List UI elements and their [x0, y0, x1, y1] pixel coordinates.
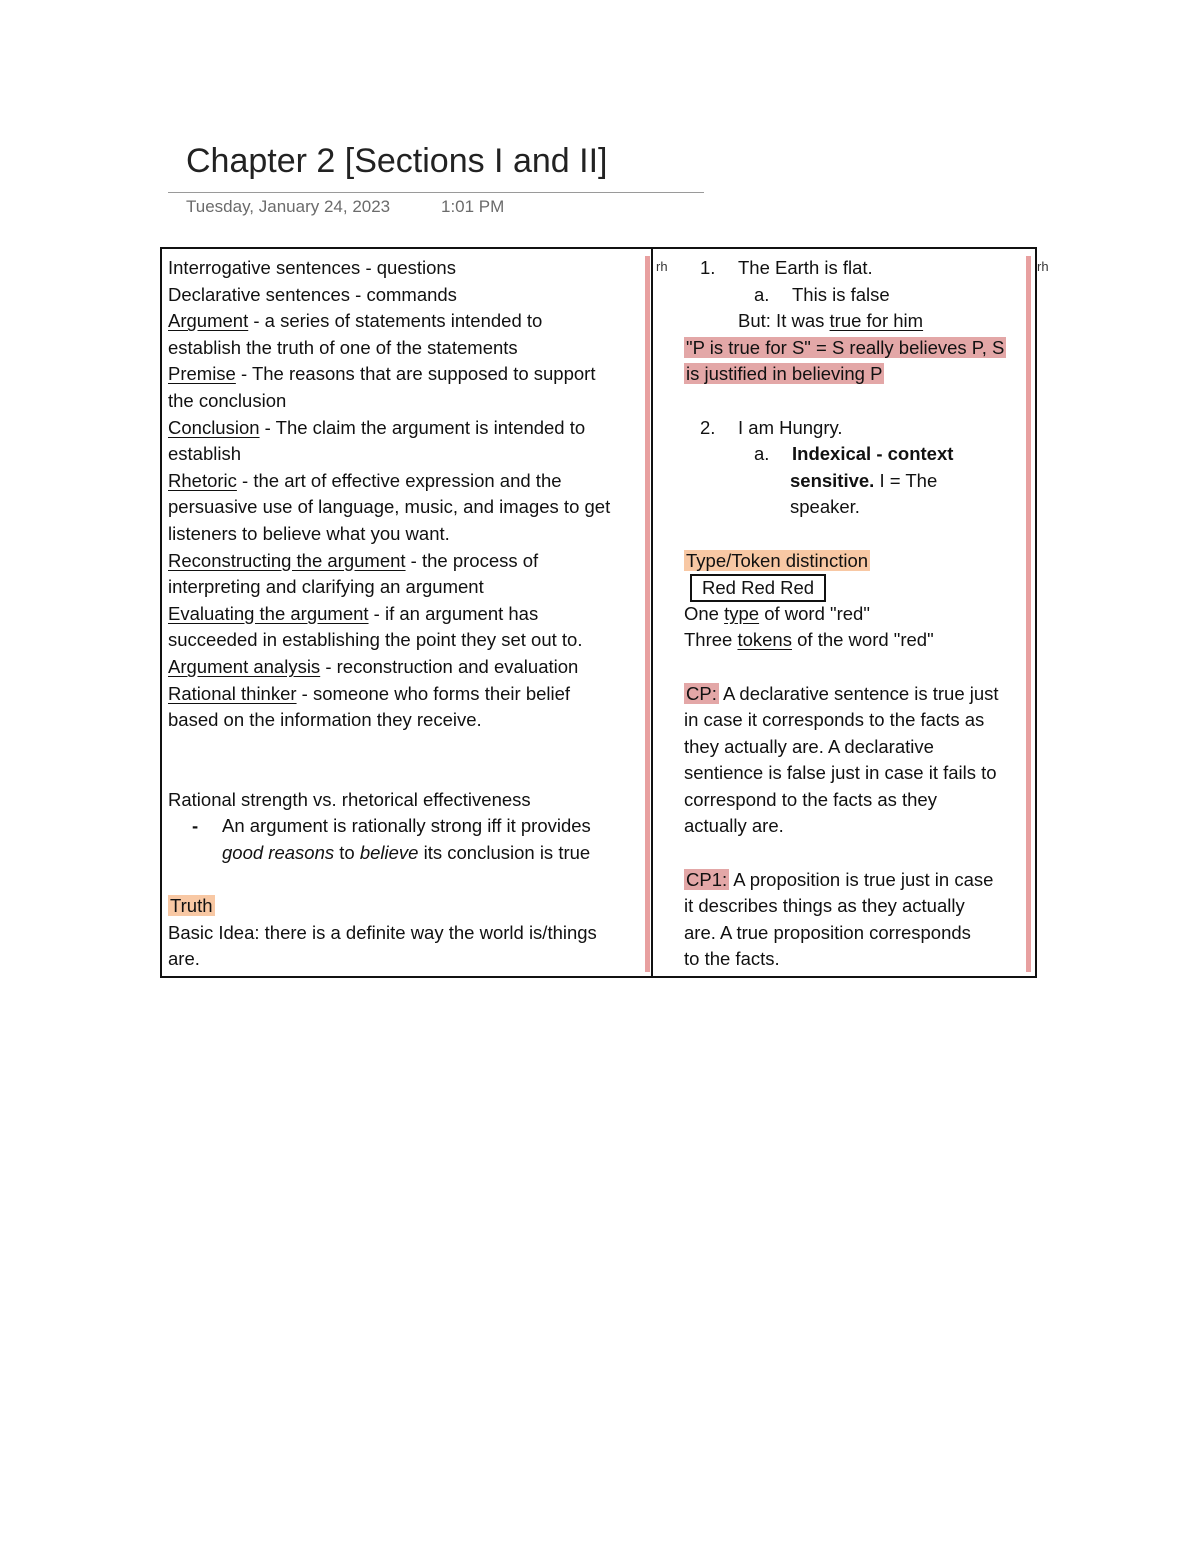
note-declarative: Declarative sentences - commands [168, 283, 457, 305]
note-reconstructing-cont: interpreting and clarifying an argument [168, 576, 484, 598]
cp1-line-2: it describes things as they actually [684, 895, 965, 917]
bullet-item: - An argument is rationally strong iff it provides [168, 813, 610, 840]
note-rhetoric: Rhetoric - the art of effective expression and the [168, 469, 562, 491]
cp-line-3: they actually are. A declarative [684, 735, 934, 757]
note-premise-cont: the conclusion [168, 389, 287, 411]
blank-line [684, 840, 1006, 867]
note-interrogative: Interrogative sentences - questions [168, 257, 456, 278]
cp1-line-4: to the facts. [684, 948, 780, 970]
author-tag-left: rh [656, 259, 668, 274]
note-reconstructing: Reconstructing the argument - the process of [168, 549, 539, 571]
note-rhetoric-cont2: listeners to believe what you want. [168, 522, 450, 544]
page-date: Tuesday, January 24, 2023 [186, 197, 391, 216]
note-rational-thinker: Rational thinker - someone who forms their belief [168, 682, 571, 704]
three-tokens-line: Three tokens of the word "red" [684, 629, 934, 651]
type-token-heading: Type/Token distinction [686, 549, 869, 571]
list-item-2a: a. Indexical - context [754, 443, 954, 465]
type-token-heading-line [684, 548, 1006, 575]
truth-heading: Truth [170, 895, 213, 917]
one-type-line: One type of word "red" [684, 602, 870, 624]
cp-line-6: actually are. [684, 815, 784, 837]
blank-line [168, 760, 610, 787]
note-evaluating: Evaluating the argument - if an argument has [168, 602, 539, 624]
blank-line [168, 734, 610, 761]
dash-bullet-icon: - [192, 815, 199, 837]
cp1-line-3: are. A true proposition corresponds [684, 921, 971, 943]
blank-line [168, 867, 610, 894]
list-item-2: 2. I am Hungry. [700, 416, 843, 438]
left-column [168, 255, 610, 973]
cp-line-4: sentience is false just in case it fails to [684, 762, 997, 784]
cp1-label: CP1: [686, 868, 728, 890]
cp-line-5: correspond to the facts as they [684, 788, 937, 810]
boxed-example-line [684, 574, 1006, 601]
note-premise: Premise - The reasons that are supposed to support [168, 363, 596, 385]
author-tag-right: rh [1037, 259, 1049, 274]
but-line: But: It was true for him [738, 310, 924, 332]
strength-heading: Rational strength vs. rhetorical effectiveness [168, 788, 531, 810]
boxed-example: Red Red Red [690, 574, 826, 602]
margin-bar-right [1026, 256, 1031, 972]
pink-note: "P is true for S" = S really believes P, S [686, 336, 1005, 358]
right-column [684, 255, 1006, 973]
note-conclusion-cont: establish [168, 443, 242, 465]
note-argument: Argument - a series of statements intended to [168, 310, 543, 332]
note-argument-cont: establish the truth of one of the statements [168, 336, 518, 358]
pink-note-cont: is justified in believing P [686, 363, 883, 385]
list-item-2a-cont2: speaker. [790, 496, 860, 518]
blank-line [684, 388, 1006, 415]
basic-idea: Basic Idea: there is a definite way the world is/things [168, 921, 597, 943]
blank-line [684, 654, 1006, 681]
page-time: 1:01 PM [441, 197, 505, 216]
title-divider [168, 192, 704, 193]
margin-bar-left [645, 256, 650, 972]
column-divider [651, 247, 653, 978]
cp-line-2: in case it corresponds to the facts as [684, 709, 985, 731]
blank-line [684, 521, 1006, 548]
page-title: Chapter 2 [Sections I and II] [186, 142, 608, 180]
basic-idea-cont: are. [168, 948, 200, 970]
cp-label: CP: [686, 682, 717, 704]
note-rational-thinker-cont: based on the information they receive. [168, 709, 482, 731]
bullet-item-cont: good reasons to believe its conclusion is true [222, 842, 591, 864]
note-conclusion: Conclusion - The claim the argument is intended to [168, 416, 586, 438]
cp1-line-1: CP1: A proposition is true just in case [686, 868, 994, 890]
list-item-1: 1. The Earth is flat. [700, 257, 873, 278]
cp-line-1: CP: A declarative sentence is true just [686, 682, 999, 704]
note-rhetoric-cont: persuasive use of language, music, and images to get [168, 496, 611, 518]
list-item-1a: a. This is false [754, 283, 890, 305]
note-evaluating-cont: succeeded in establishing the point they set out to. [168, 629, 583, 651]
truth-heading-line [168, 893, 610, 920]
list-item-2a-cont: sensitive. I = The [790, 469, 938, 491]
note-analysis: Argument analysis - reconstruction and evaluation [168, 655, 579, 677]
